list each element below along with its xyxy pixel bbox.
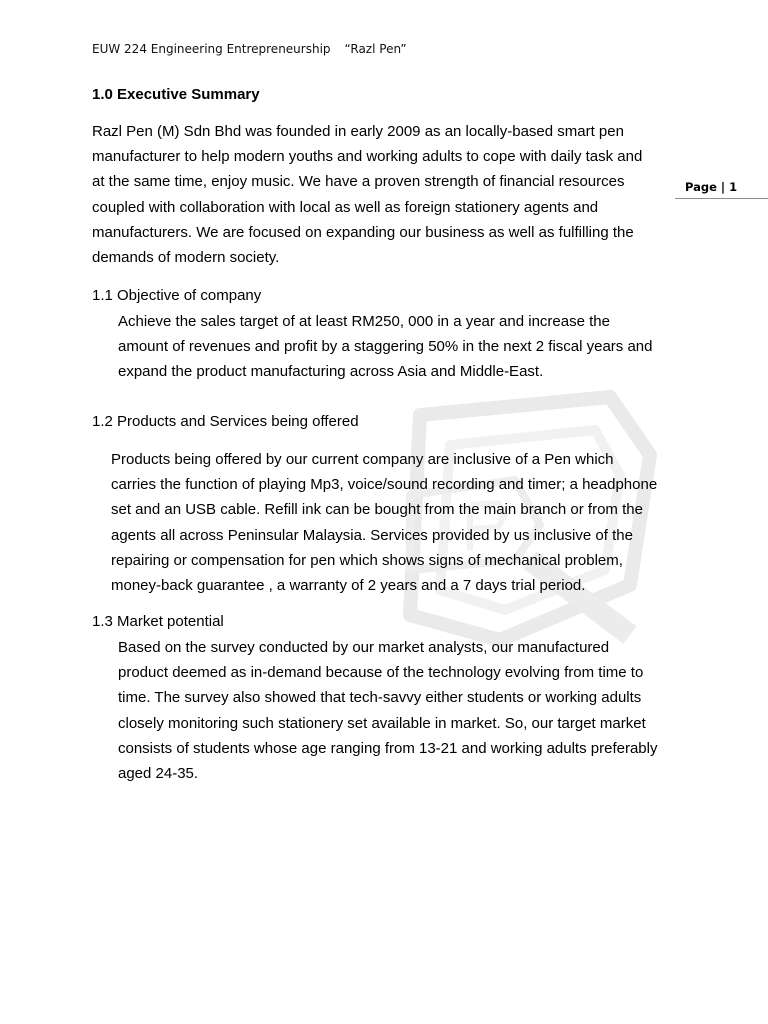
paragraph-line: Based on the survey conducted by our market analysts, our manufactured xyxy=(118,639,610,656)
paragraph-line: set and an USB cable. Refill ink can be bought from the main branch or from the xyxy=(111,501,643,519)
paragraph-line: product deemed as in-demand because of the technology evolving from time to xyxy=(118,664,644,682)
market-heading: 1.3 Market potential xyxy=(92,613,224,630)
paragraph-line: manufacturers. We are focused on expanding our business as well as fulfilling the xyxy=(92,223,634,241)
executive-summary-paragraph xyxy=(92,119,642,270)
paragraph-line: Razl Pen (M) Sdn Bhd was founded in early 2009 as an locally-based smart pen xyxy=(92,123,624,140)
paragraph-line: coupled with collaboration with local as well as foreign stationery agents and xyxy=(92,198,599,216)
products-paragraph xyxy=(111,447,657,598)
paragraph-line: expand the product manufacturing across Asia and Middle-East. xyxy=(118,363,544,381)
paragraph-line: manufacturer to help modern youths and working adults to cope with daily task and xyxy=(92,148,643,166)
paragraph-line: amount of revenues and profit by a staggering 50% in the next 2 fiscal years and xyxy=(118,338,653,356)
executive-summary-heading: 1.0 Executive Summary xyxy=(92,86,260,103)
paragraph-line: repairing or compensation for pen which shows signs of mechanical problem, xyxy=(111,551,623,569)
paragraph-line: consists of students whose age ranging from 13-21 and working adults preferably xyxy=(118,739,658,757)
paragraph-line: Achieve the sales target of at least RM250, 000 in a year and increase the xyxy=(118,313,610,330)
market-paragraph xyxy=(118,635,657,786)
paragraph-line: carries the function of playing Mp3, voice/sound recording and timer; a headphone xyxy=(111,476,658,494)
paragraph-line: time. The survey also showed that tech-savvy either students or working adults xyxy=(118,689,642,707)
page-number: Page | 1 xyxy=(675,177,768,199)
paragraph-line: agents all across Peninsular Malaysia. Services provided by us inclusive of the xyxy=(111,526,633,544)
paragraph-line: money-back guarantee , a warranty of 2 years and a 7 days trial period. xyxy=(111,577,586,595)
document-header xyxy=(92,42,407,56)
objective-paragraph xyxy=(118,309,653,385)
paragraph-line: Products being offered by our current company are inclusive of a Pen which xyxy=(111,451,614,468)
paragraph-line: at the same time, enjoy music. We have a proven strength of financial resources xyxy=(92,173,625,191)
paragraph-line: closely monitoring such stationery set available in market. So, our target market xyxy=(118,714,646,732)
products-heading: 1.2 Products and Services being offered xyxy=(92,413,359,430)
course-title: EUW 224 Engineering Entrepreneurship xyxy=(92,42,331,56)
paragraph-line: aged 24-35. xyxy=(118,765,199,783)
objective-heading: 1.1 Objective of company xyxy=(92,287,262,304)
project-title: “Razl Pen” xyxy=(344,42,407,56)
paragraph-line: demands of modern society. xyxy=(92,249,280,267)
